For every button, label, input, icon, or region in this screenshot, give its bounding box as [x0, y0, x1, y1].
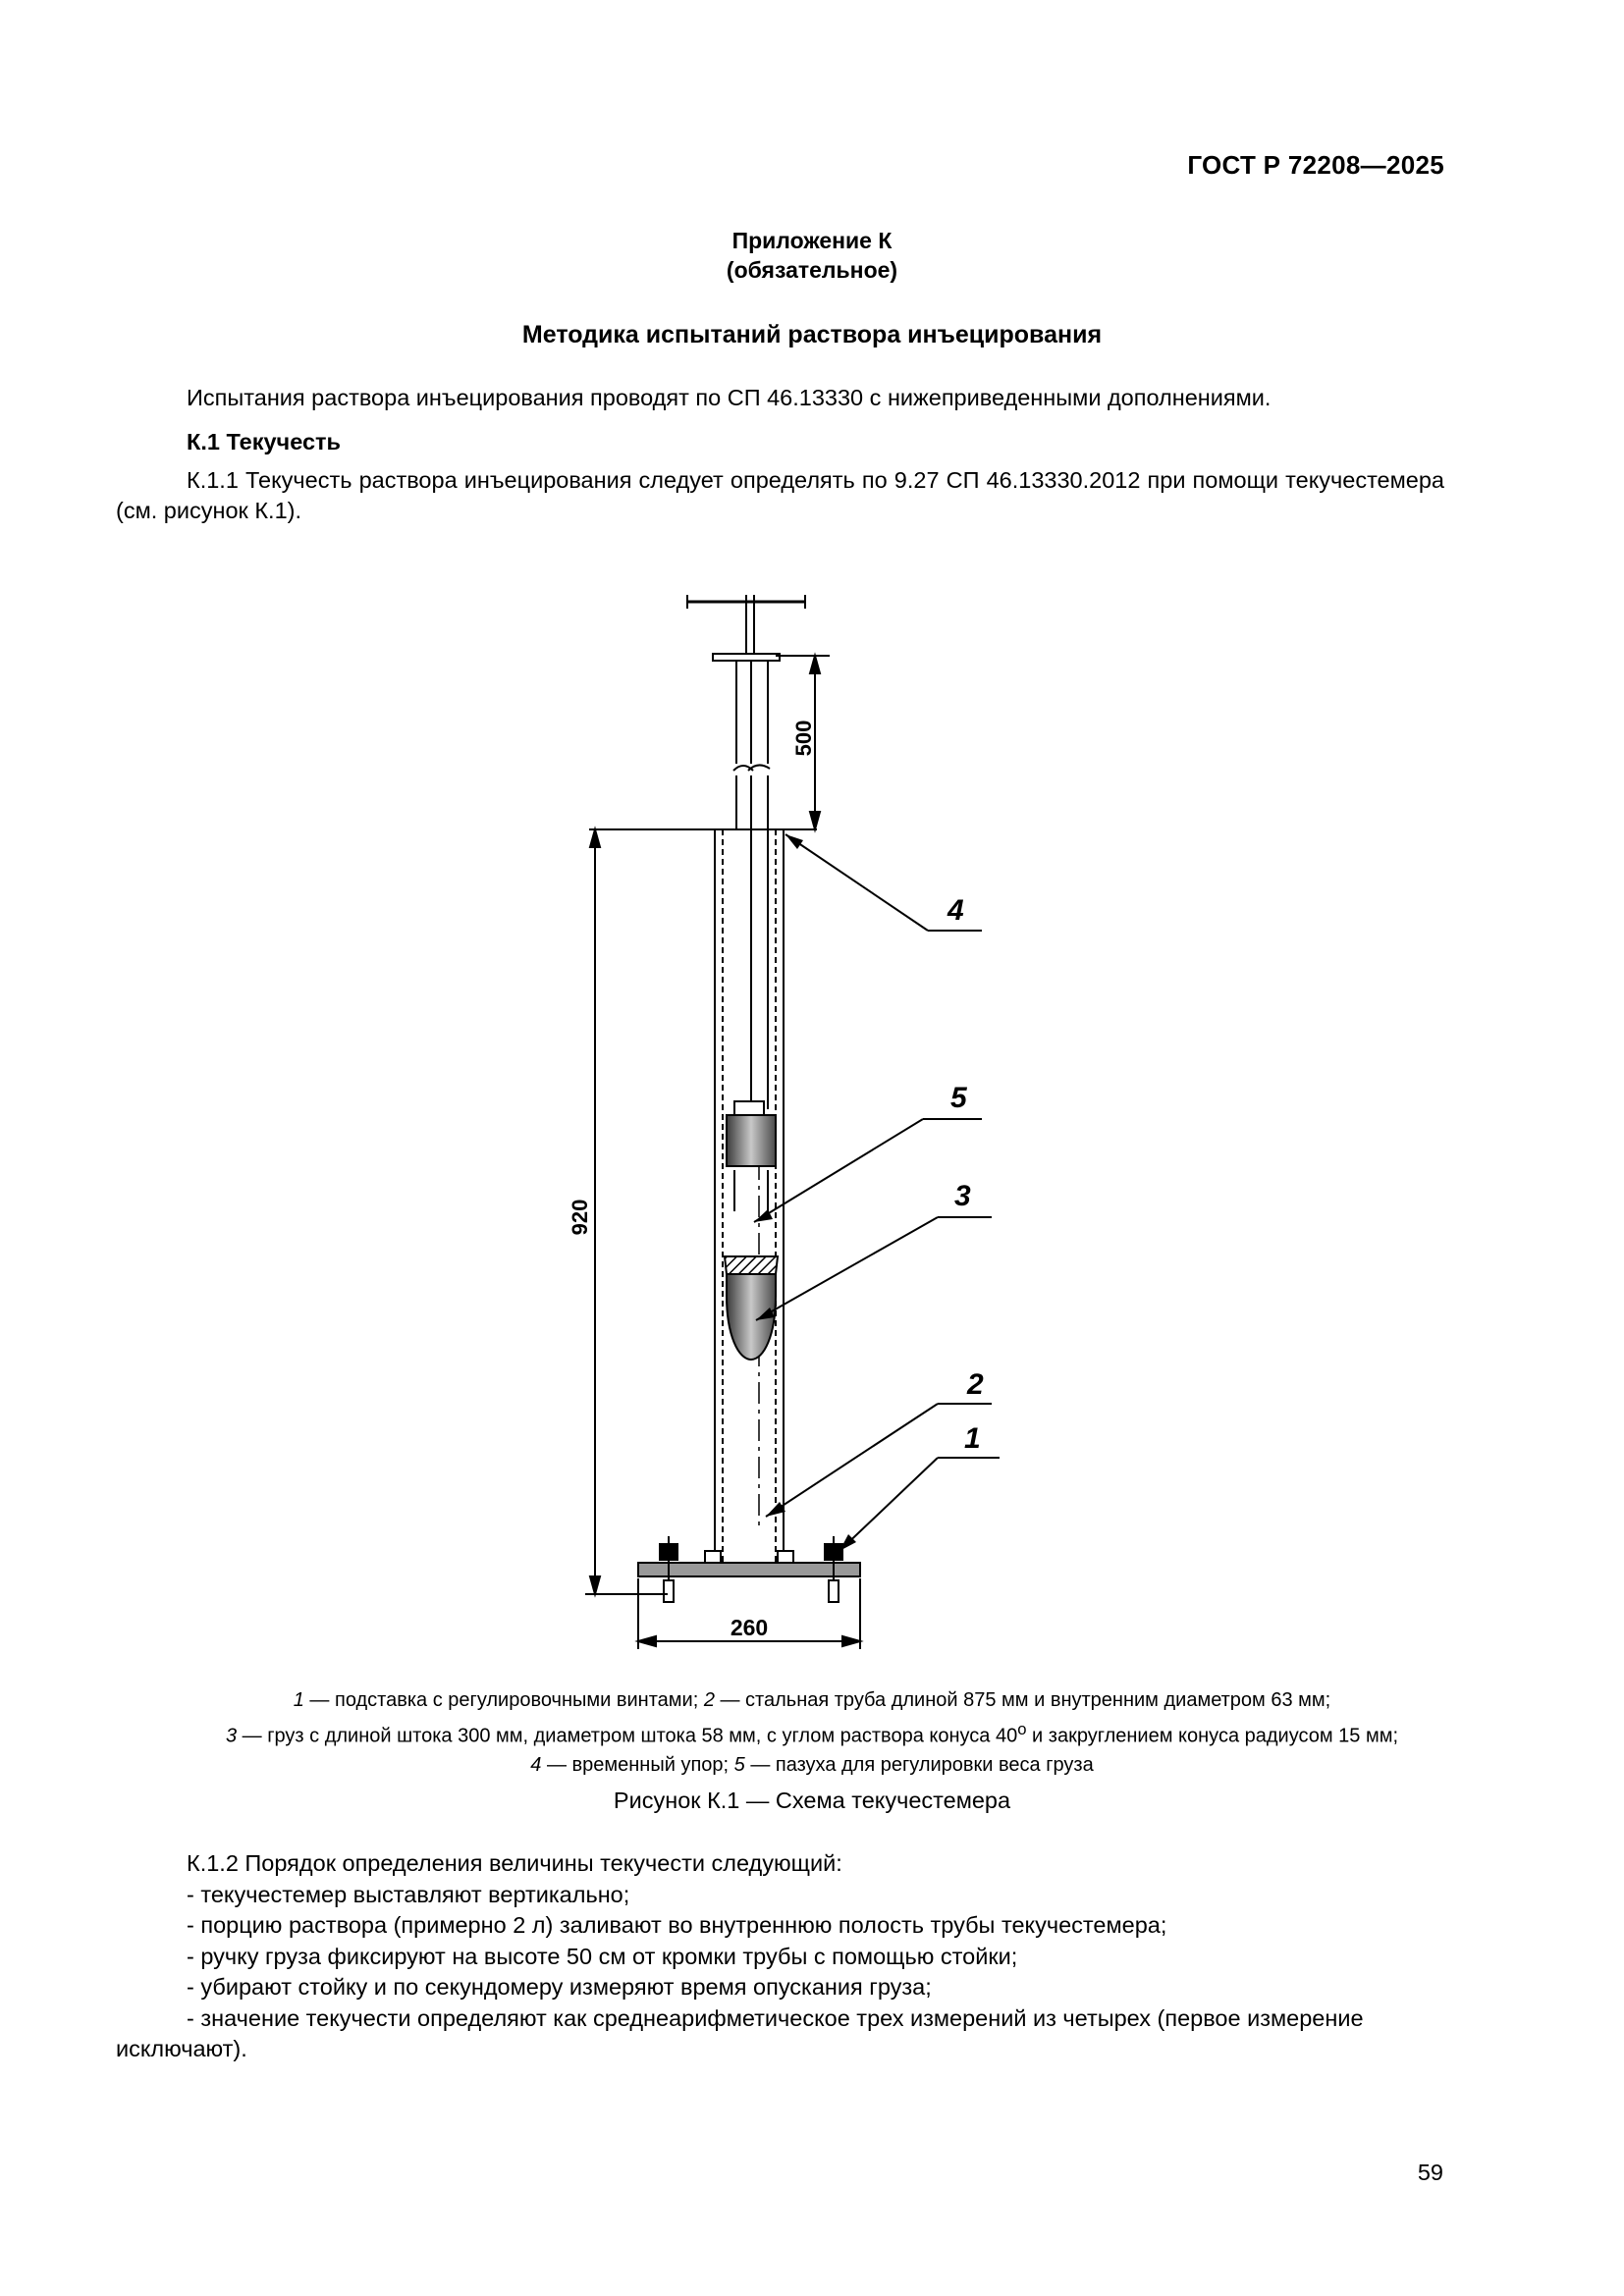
callout-5: 5 — [950, 1082, 967, 1114]
base-stand — [638, 1536, 860, 1602]
procedure-item: - текучестемер выставляют вертикально; — [187, 1881, 630, 1907]
procedure-item: - ручку груза фиксируют на высоте 50 см от кромки трубы с помощью стойки; — [187, 1943, 1018, 1969]
steel-tube — [709, 829, 789, 1563]
weight — [725, 1101, 778, 1360]
k1-1-paragraph: К.1.1 Текучесть раствора инъецирования следует определять по 9.27 СП 46.13330.2012 при помощи текучестемера (см. рисунок К.1). — [116, 467, 1444, 523]
procedure-item: - убирают стойку и по секундомеру измеряют время опускания груза; — [187, 1974, 932, 2000]
callout-3: 3 — [954, 1180, 971, 1212]
dim-920-label: 920 — [568, 1199, 592, 1236]
callout-4: 4 — [947, 894, 964, 927]
callout-1: 1 — [964, 1422, 981, 1455]
intro-paragraph: Испытания раствора инъецирования проводят по СП 46.13330 с нижеприведенными дополнениями. — [187, 385, 1272, 410]
page-number: 59 — [1417, 2160, 1443, 2185]
procedure-item: - порцию раствора (примерно 2 л) заливают во внутреннюю полость трубы текучестемера; — [187, 1912, 1167, 1938]
k1-2-procedure — [116, 1848, 1444, 2065]
dim-260-label: 260 — [730, 1615, 769, 1640]
k1-heading: К.1 Текучесть — [187, 429, 341, 454]
legend-line-2: 3 — груз с длиной штока 300 мм, диаметром штока 58 мм, с углом раствора конуса $40^о$ и закруглением конуса радиусом 15 мм; — [226, 1720, 1398, 1747]
legend-line-1: 1 — подставка с регулировочными винтами; 2 — стальная труба длиной 875 мм и внутренним диаметром 63 мм; — [293, 1689, 1331, 1711]
annex-status: (обязательное) — [726, 257, 898, 283]
dim-500-label: 500 — [791, 720, 816, 757]
k1-2-intro: К.1.2 Порядок определения величины текучести следующий: — [187, 1850, 842, 1876]
callout-2: 2 — [967, 1368, 984, 1401]
annex-title: Приложение К — [731, 228, 893, 253]
procedure-item: - значение текучести определяют как среднеарифметическое трех измерений из четырех (первое измерение исключают). — [116, 2004, 1364, 2061]
document-code: ГОСТ Р 72208—2025 — [1187, 150, 1444, 180]
section-title: Методика испытаний раствора инъецирования — [521, 321, 1103, 348]
leader-arrowheads — [754, 834, 856, 1551]
legend-line-3: 4 — временный упор; 5 — пазуха для регулировки веса груза — [530, 1753, 1094, 1776]
rod — [733, 661, 770, 1109]
figure-legend — [0, 1686, 1624, 1780]
dimension-920 — [585, 829, 668, 1594]
handle-top — [687, 595, 805, 661]
figure-caption: Рисунок К.1 — Схема текучестемера — [613, 1788, 1011, 1813]
